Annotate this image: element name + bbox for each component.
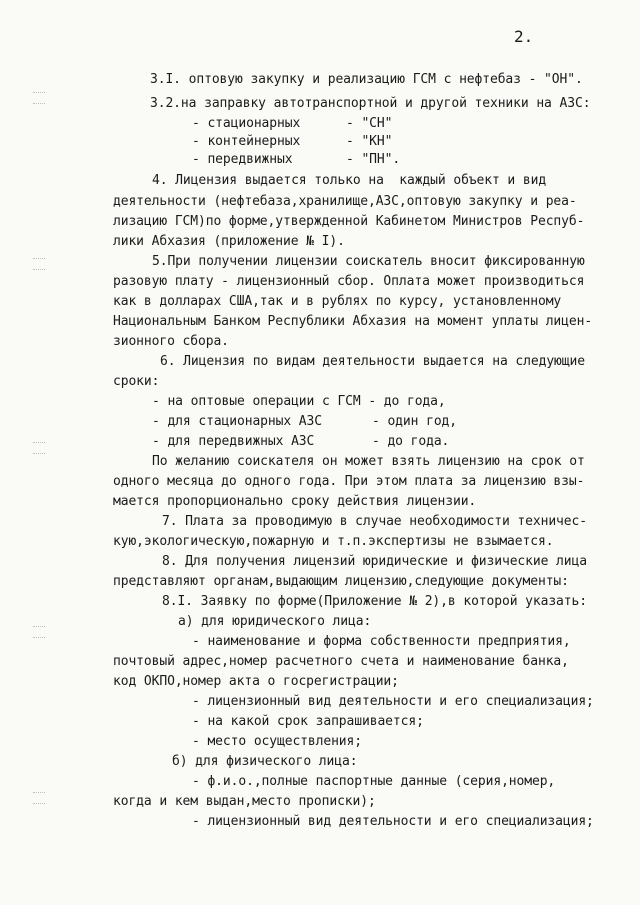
text-line: 4. Лицензия выдается только на каждый объект и вид: [152, 173, 547, 188]
text-line: - контейнерных: [192, 134, 301, 149]
text-line: - до года.: [372, 434, 450, 449]
text-line: одного месяца до одного года. При этом плата за лицензию взы-: [113, 474, 585, 489]
text-line: - лицензионный вид деятельности и его специализация;: [192, 694, 594, 709]
text-line: 3.2.на заправку автотранспортной и другой техники на АЗС:: [150, 96, 591, 111]
text-line: зионного сбора.: [113, 334, 229, 349]
text-line: - ф.и.о.,полные паспортные данные (серия,номер,: [192, 774, 556, 789]
scan-mark: [33, 792, 45, 804]
text-line: мается пропорционально сроку действия лицензии.: [113, 494, 477, 509]
scan-mark: [33, 92, 45, 104]
scan-mark: [33, 258, 45, 270]
text-line: - один год,: [372, 414, 457, 429]
text-line: - для передвижных АЗС: [152, 434, 315, 449]
text-line: По желанию соискателя он может взять лицензию на срок от: [152, 454, 585, 469]
text-line: 6. Лицензия по видам деятельности выдается на следующие: [160, 354, 585, 369]
text-line: - лицензионный вид деятельности и его специализация;: [192, 814, 594, 829]
text-line: сроки:: [113, 374, 160, 389]
text-line: представляют органам,выдающим лицензию,следующие документы:: [113, 574, 569, 589]
page-number: 2.: [514, 27, 534, 46]
text-line: кую,экологическую,пожарную и т.п.экспертизы не взымается.: [113, 534, 554, 549]
text-line: лизацию ГСМ)по форме,утвержденной Кабинетом Министров Респуб-: [113, 214, 585, 229]
text-line: - передвижных: [192, 152, 293, 167]
text-line: - место осуществления;: [192, 734, 362, 749]
text-line: а) для юридического лица:: [178, 614, 372, 629]
text-line: Национальным Банком Республики Абхазия на момент уплаты лицен-: [113, 314, 593, 329]
scan-mark: [33, 626, 45, 638]
text-line: лики Абхазия (приложение № I).: [113, 234, 345, 249]
text-line: 8. Для получения лицензий юридические и физические лица: [162, 554, 587, 569]
text-line: - "СН": [346, 116, 393, 131]
text-line: - на оптовые операции с ГСМ - до года,: [152, 394, 446, 409]
text-line: - наименование и форма собственности предприятия,: [192, 634, 571, 649]
text-line: - стационарных: [192, 116, 301, 131]
text-line: - "ПН".: [346, 152, 401, 167]
text-line: разовую плату - лицензионный сбор. Оплата может производиться: [113, 274, 585, 289]
text-line: почтовый адрес,номер расчетного счета и наименование банка,: [113, 654, 569, 669]
text-line: - "КН": [346, 134, 393, 149]
scan-mark: [33, 442, 45, 454]
text-line: 5.При получении лицензии соискатель вносит фиксированную: [152, 254, 585, 269]
text-line: когда и кем выдан,место прописки);: [113, 794, 376, 809]
text-line: деятельности (нефтебаза,хранилище,АЗС,оптовую закупку и реа-: [113, 194, 577, 209]
text-line: как в долларах США,так и в рублях по курсу, установленному: [113, 294, 562, 309]
text-line: - на какой срок запрашивается;: [192, 714, 424, 729]
text-line: - для стационарных АЗС: [152, 414, 322, 429]
text-line: 7. Плата за проводимую в случае необходимости техничес-: [162, 514, 587, 529]
text-line: б) для физического лица:: [172, 754, 358, 769]
text-line: код ОКПО,номер акта о госрегистрации;: [113, 674, 399, 689]
text-line: 3.I. оптовую закупку и реализацию ГСМ с нефтебаз - "ОН".: [150, 72, 583, 87]
text-line: 8.I. Заявку по форме(Приложение № 2),в которой указать:: [162, 594, 587, 609]
